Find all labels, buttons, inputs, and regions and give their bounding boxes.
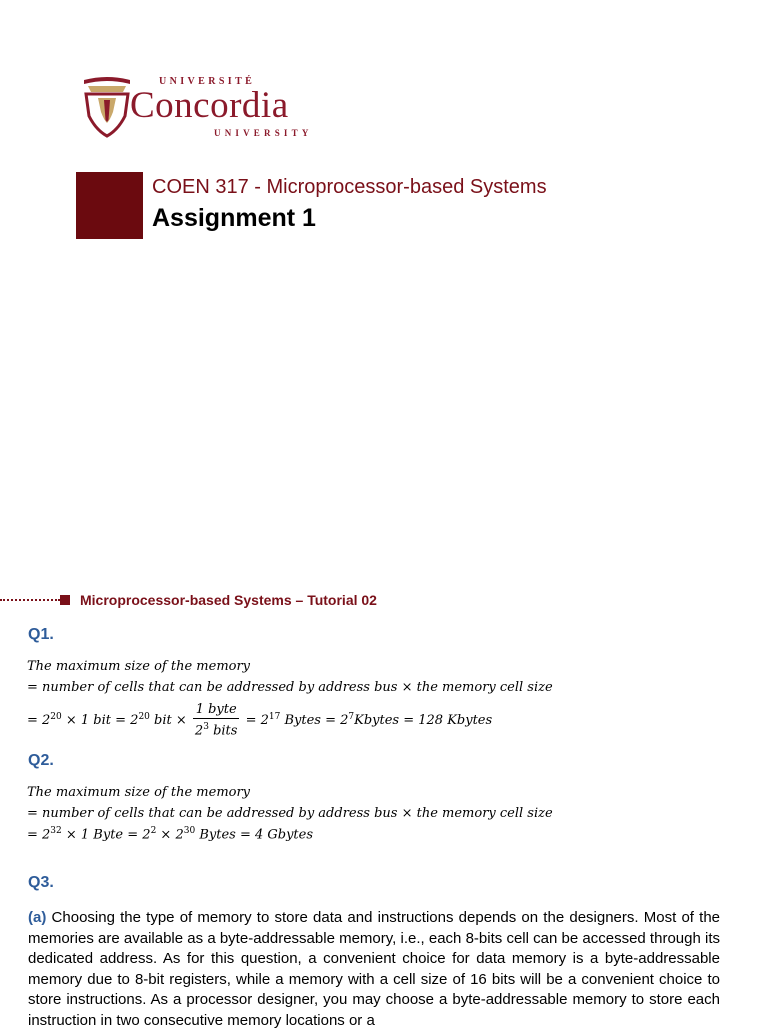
- q1-line-2: = number of cells that can be addressed by address bus × the memory cell size: [27, 680, 553, 695]
- tutorial-header: Microprocessor-based Systems – Tutorial 02: [80, 592, 377, 608]
- q2-line-3: [27, 826, 313, 842]
- q1-heading: Q1.: [28, 626, 54, 643]
- title-accent-square: [76, 172, 143, 239]
- den-exp: 3: [203, 722, 209, 732]
- fraction-numerator: 1 byte: [193, 702, 240, 719]
- q1-line-3: [27, 702, 492, 739]
- q1-fraction: [193, 702, 240, 739]
- den-unit: bits: [208, 723, 238, 739]
- q1-exp: 20: [138, 711, 150, 722]
- q2-line-2: = number of cells that can be addressed by address bus × the memory cell size: [27, 806, 553, 821]
- q1-eq-part: Bytes = 2: [280, 713, 349, 729]
- q1-eq-part: = 2: [245, 713, 269, 729]
- q1-eq-part: × 1 bit = 2: [61, 713, 139, 729]
- dotted-rule: [0, 599, 60, 601]
- bullet-square-icon: [60, 595, 70, 605]
- assignment-title: Assignment 1: [152, 204, 316, 232]
- q2-eq-part: × 1 Byte = 2: [61, 827, 151, 843]
- q1-exp: 20: [50, 711, 62, 722]
- q1-eq-part: Kbytes = 128 Kbytes: [354, 713, 493, 729]
- q1-eq-part: bit ×: [149, 713, 187, 729]
- course-title: COEN 317 - Microprocessor-based Systems: [152, 176, 547, 198]
- logo-wordmark: Concordia: [130, 85, 289, 126]
- q3-text: Choosing the type of memory to store data and instructions depends on the designers. Most of the memories are available as a byte-addressable memory, i.e., each 8-bits cell can be accessed through its dedicated address. As for this question, a convenient choice for data memory is a byte-addressable memory due to 8-bit registers, while a memory with a cell size of 16 bits will be a convenient choice to store instructions. As a processor designer, you may choose a byte-addressable memory to store each instruction in two consecutive memory locations or a: [28, 909, 721, 1029]
- concordia-crest-icon: [82, 76, 132, 138]
- q1-exp: 17: [268, 711, 281, 722]
- q2-eq-part: Bytes = 4 Gbytes: [195, 827, 314, 843]
- logo-top-word: UNIVERSITÉ: [159, 76, 256, 87]
- q3-part-label: (a): [28, 909, 47, 926]
- q1-eq-part: = 2: [27, 713, 51, 729]
- logo-bottom-word: UNIVERSITY: [214, 128, 313, 138]
- q3-paragraph: [28, 908, 720, 1031]
- q2-exp: 30: [183, 826, 196, 836]
- fraction-denominator: [193, 719, 240, 739]
- concordia-logo: [82, 74, 352, 144]
- q2-exp: 32: [50, 826, 62, 836]
- q1-exp: 7: [348, 711, 355, 722]
- q3-heading: Q3.: [28, 874, 54, 891]
- q1-line-1: The maximum size of the memory: [27, 659, 251, 674]
- q2-eq-part: = 2: [27, 827, 51, 843]
- den-base: 2: [194, 723, 204, 739]
- q2-exp: 2: [150, 826, 157, 836]
- q2-eq-part: × 2: [156, 827, 184, 843]
- q2-heading: Q2.: [28, 752, 54, 769]
- q2-line-1: The maximum size of the memory: [27, 785, 251, 800]
